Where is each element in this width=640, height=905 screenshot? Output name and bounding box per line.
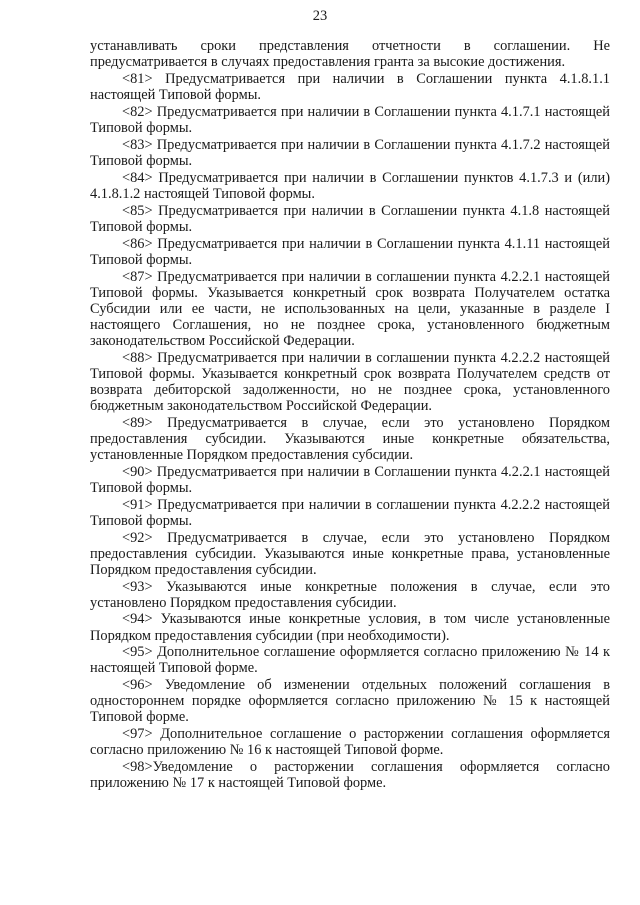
footnote-98: <98>Уведомление о расторжении соглашения оформляется согласно приложению № 17 к настоящей Типовой форме.: [90, 759, 610, 792]
footnote-84: <84> Предусматривается при наличии в Соглашении пунктов 4.1.7.3 и (или) 4.1.8.1.2 настоящей Типовой формы.: [90, 169, 610, 202]
paragraph-continuation: устанавливать сроки представления отчетности в соглашении. Не предусматривается в случаях предоставления гранта за высокие достижения.: [90, 38, 610, 71]
footnote-91: <91> Предусматривается при наличии в соглашении пункта 4.2.2.2 настоящей Типовой формы.: [90, 496, 610, 529]
page-number: 23: [312, 8, 328, 24]
footnote-88: <88> Предусматривается при наличии в соглашении пункта 4.2.2.2 настоящей Типовой формы. Указывается конкретный срок возврата Получателем средств от возврата дебиторской задолженности, но не позднее срока, установленного бюджетным законодательством Российской Федерации.: [90, 349, 610, 414]
footnote-94: <94> Указываются иные конкретные условия, в том числе установленные Порядком предоставления субсидии (при необходимости).: [90, 611, 610, 644]
document-body: [90, 38, 610, 792]
footnote-86: <86> Предусматривается при наличии в Соглашении пункта 4.1.11 настоящей Типовой формы.: [90, 235, 610, 268]
footnote-82: <82> Предусматривается при наличии в Соглашении пункта 4.1.7.1 настоящей Типовой формы.: [90, 103, 610, 136]
footnote-85: <85> Предусматривается при наличии в Соглашении пункта 4.1.8 настоящей Типовой формы.: [90, 202, 610, 235]
footnote-92: <92> Предусматривается в случае, если это установлено Порядком предоставления субсидии. Указываются иные конкретные права, установленные Порядком предоставления субсидии.: [90, 529, 610, 578]
footnote-93: <93> Указываются иные конкретные положения в случае, если это установлено Порядком предоставления субсидии.: [90, 578, 610, 611]
footnote-97: <97> Дополнительное соглашение о расторжении соглашения оформляется согласно приложению № 16 к настоящей Типовой форме.: [90, 726, 610, 759]
footnote-83: <83> Предусматривается при наличии в Соглашении пункта 4.1.7.2 настоящей Типовой формы.: [90, 136, 610, 169]
footnote-95: <95> Дополнительное соглашение оформляется согласно приложению № 14 к настоящей Типовой форме.: [90, 644, 610, 677]
footnote-90: <90> Предусматривается при наличии в Соглашении пункта 4.2.2.1 настоящей Типовой формы.: [90, 463, 610, 496]
footnote-87: <87> Предусматривается при наличии в соглашении пункта 4.2.2.1 настоящей Типовой формы. Указывается конкретный срок возврата Получателем остатка Субсидии или ее части, не использованных на цели, указанные в разделе I настоящего Соглашения, но не позднее срока, установленного бюджетным законодательством Российской Федерации.: [90, 268, 610, 349]
footnote-89: <89> Предусматривается в случае, если это установлено Порядком предоставления субсидии. Указываются иные конкретные обязательства, установленные Порядком предоставления субсидии.: [90, 414, 610, 463]
footnote-96: <96> Уведомление об изменении отдельных положений соглашения в одностороннем порядке оформляется согласно приложению № 15 к настоящей Типовой форме.: [90, 677, 610, 726]
footnote-81: <81> Предусматривается при наличии в Соглашении пункта 4.1.8.1.1 настоящей Типовой формы.: [90, 70, 610, 103]
